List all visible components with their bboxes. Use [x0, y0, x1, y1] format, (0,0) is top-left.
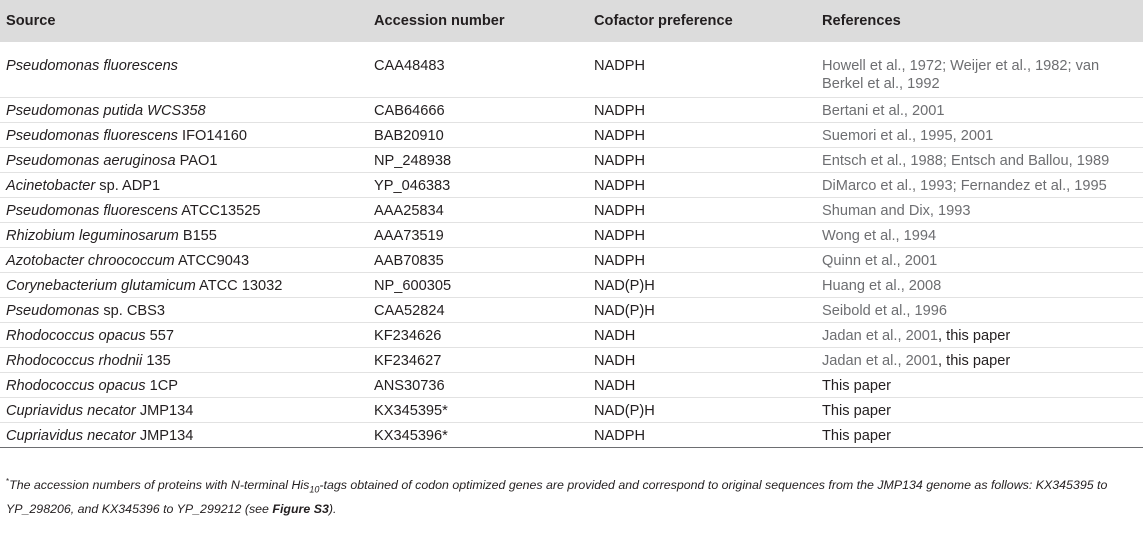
cell-accession: BAB20910 — [372, 123, 592, 148]
table-body — [0, 42, 1143, 448]
table-row — [0, 348, 1143, 373]
table-row — [0, 398, 1143, 423]
table-row — [0, 423, 1143, 448]
cell-cofactor: NADPH — [592, 198, 820, 223]
footnote-text-after: -tags obtained of codon optimized genes are provided and correspond to original sequences from the JMP134 genome as follows: KX345395 to YP_298206, and KX345396 to YP_299212 (see — [6, 478, 1108, 516]
source-species: Pseudomonas fluorescens — [6, 128, 178, 144]
reference-link[interactable]: Quinn et al., 2001 — [822, 253, 938, 269]
cell-accession: CAA52824 — [372, 298, 592, 323]
reference-link[interactable]: Suemori et al., 1995, 2001 — [822, 128, 994, 144]
cell-source — [0, 423, 372, 448]
cell-accession: KX345395* — [372, 398, 592, 423]
reference-link[interactable]: Jadan et al., 2001 — [822, 353, 939, 369]
footnote-marker: * — [6, 477, 10, 486]
cell-source — [0, 98, 372, 123]
source-species: Rhizobium leguminosarum — [6, 228, 179, 244]
reference-link[interactable]: Wong et al., 1994 — [822, 228, 937, 244]
reference-text: , this paper — [938, 353, 1011, 369]
table-row — [0, 298, 1143, 323]
table-row — [0, 223, 1143, 248]
table-row — [0, 148, 1143, 173]
cell-source — [0, 173, 372, 198]
cell-cofactor: NADPH — [592, 248, 820, 273]
table-row — [0, 273, 1143, 298]
source-species: Rhodococcus opacus — [6, 328, 146, 344]
reference-link[interactable]: Huang et al., 2008 — [822, 278, 942, 294]
cell-cofactor: NADH — [592, 348, 820, 373]
cell-references — [820, 298, 1143, 323]
header-accession: Accession number — [374, 13, 505, 29]
cell-source — [0, 398, 372, 423]
cell-source — [0, 348, 372, 373]
cell-cofactor: NADH — [592, 323, 820, 348]
source-species: Pseudomonas aeruginosa — [6, 153, 176, 169]
cell-cofactor: NAD(P)H — [592, 398, 820, 423]
reference-text: This paper — [822, 403, 891, 419]
source-strain: PAO1 — [175, 153, 218, 169]
cell-references — [820, 223, 1143, 248]
source-strain: 557 — [145, 328, 174, 344]
cell-accession: CAA48483 — [372, 42, 592, 98]
cell-accession: AAB70835 — [372, 248, 592, 273]
footnote-figure-link[interactable]: Figure S3 — [272, 501, 329, 516]
table-row — [0, 198, 1143, 223]
source-strain: sp. ADP1 — [95, 178, 161, 194]
source-species: Pseudomonas — [6, 303, 100, 319]
cell-references — [820, 198, 1143, 223]
reference-text: This paper — [822, 378, 891, 394]
source-strain: ATCC9043 — [174, 253, 250, 269]
reference-link[interactable]: Bertani et al., 2001 — [822, 103, 945, 119]
source-strain: B155 — [178, 228, 217, 244]
table-row — [0, 373, 1143, 398]
cell-cofactor: NADPH — [592, 98, 820, 123]
cell-accession: YP_046383 — [372, 173, 592, 198]
footnote-subscript: 10 — [309, 484, 320, 495]
reference-text: , this paper — [938, 328, 1011, 344]
cell-cofactor: NADPH — [592, 148, 820, 173]
table-row — [0, 123, 1143, 148]
cell-cofactor: NAD(P)H — [592, 298, 820, 323]
table-row — [0, 173, 1143, 198]
source-species: Corynebacterium glutamicum — [6, 278, 196, 294]
cell-references — [820, 398, 1143, 423]
source-species: Rhodococcus rhodnii — [6, 353, 143, 369]
cell-source — [0, 298, 372, 323]
cell-source — [0, 123, 372, 148]
source-species: Pseudomonas fluorescens — [6, 58, 178, 74]
header-cofactor: Cofactor preference — [594, 13, 733, 29]
table-row — [0, 248, 1143, 273]
cell-accession: AAA73519 — [372, 223, 592, 248]
header-references: References — [822, 13, 901, 29]
cell-source — [0, 148, 372, 173]
source-strain: sp. CBS3 — [99, 303, 166, 319]
cell-references — [820, 273, 1143, 298]
cell-accession: NP_248938 — [372, 148, 592, 173]
cell-references — [820, 348, 1143, 373]
footnote-text-end: ). — [328, 501, 337, 516]
source-strain: 135 — [142, 353, 171, 369]
cell-accession: NP_600305 — [372, 273, 592, 298]
cell-references — [820, 42, 1143, 98]
cell-accession: KF234627 — [372, 348, 592, 373]
reference-link[interactable]: Seibold et al., 1996 — [822, 303, 947, 319]
source-strain: 1CP — [145, 378, 178, 394]
header-source: Source — [6, 13, 56, 29]
source-species: Acinetobacter — [6, 178, 96, 194]
source-strain: IFO14160 — [177, 128, 247, 144]
reference-link[interactable]: Howell et al., 1972; Weijer et al., 1982; van Berkel et al., 1992 — [822, 58, 1100, 92]
cell-accession: KX345396* — [372, 423, 592, 448]
source-species: Rhodococcus opacus — [6, 378, 146, 394]
cell-references — [820, 323, 1143, 348]
cell-references — [820, 423, 1143, 448]
cell-references — [820, 248, 1143, 273]
source-species: Pseudomonas fluorescens — [6, 203, 178, 219]
reference-link[interactable]: DiMarco et al., 1993; Fernandez et al., 1995 — [822, 178, 1107, 194]
cell-references — [820, 173, 1143, 198]
reference-link[interactable]: Jadan et al., 2001 — [822, 328, 939, 344]
reference-text: This paper — [822, 428, 891, 444]
cell-cofactor: NADPH — [592, 173, 820, 198]
cell-source — [0, 42, 372, 98]
header-row — [0, 0, 1143, 42]
source-species: Azotobacter chroococcum — [6, 253, 175, 269]
reference-link[interactable]: Shuman and Dix, 1993 — [822, 203, 971, 219]
cell-accession: AAA25834 — [372, 198, 592, 223]
cell-cofactor: NADPH — [592, 423, 820, 448]
cell-references — [820, 373, 1143, 398]
table-header — [0, 0, 1143, 42]
cell-cofactor: NADH — [592, 373, 820, 398]
cell-source — [0, 223, 372, 248]
source-species: Pseudomonas putida WCS358 — [6, 103, 206, 119]
cell-references — [820, 148, 1143, 173]
cell-source — [0, 198, 372, 223]
cell-cofactor: NADPH — [592, 123, 820, 148]
cell-source — [0, 248, 372, 273]
table-footnote — [6, 472, 1136, 519]
reference-link[interactable]: Entsch et al., 1988; Entsch and Ballou, 1989 — [822, 153, 1110, 169]
source-strain: ATCC13525 — [177, 203, 261, 219]
cell-accession: CAB64666 — [372, 98, 592, 123]
cell-references — [820, 98, 1143, 123]
cell-accession: ANS30736 — [372, 373, 592, 398]
footnote-text-before: The accession numbers of proteins with N-terminal His — [9, 478, 310, 493]
source-species: Cupriavidus necator — [6, 428, 136, 444]
table-row — [0, 42, 1143, 98]
cell-cofactor: NADPH — [592, 42, 820, 98]
cell-cofactor: NADPH — [592, 223, 820, 248]
source-strain: ATCC 13032 — [195, 278, 283, 294]
cell-accession: KF234626 — [372, 323, 592, 348]
cell-references — [820, 123, 1143, 148]
source-strain: JMP134 — [135, 403, 194, 419]
cell-source — [0, 273, 372, 298]
table-row — [0, 323, 1143, 348]
source-species: Cupriavidus necator — [6, 403, 136, 419]
cell-source — [0, 323, 372, 348]
cell-cofactor: NAD(P)H — [592, 273, 820, 298]
cell-source — [0, 373, 372, 398]
table-row — [0, 98, 1143, 123]
source-strain: JMP134 — [135, 428, 194, 444]
